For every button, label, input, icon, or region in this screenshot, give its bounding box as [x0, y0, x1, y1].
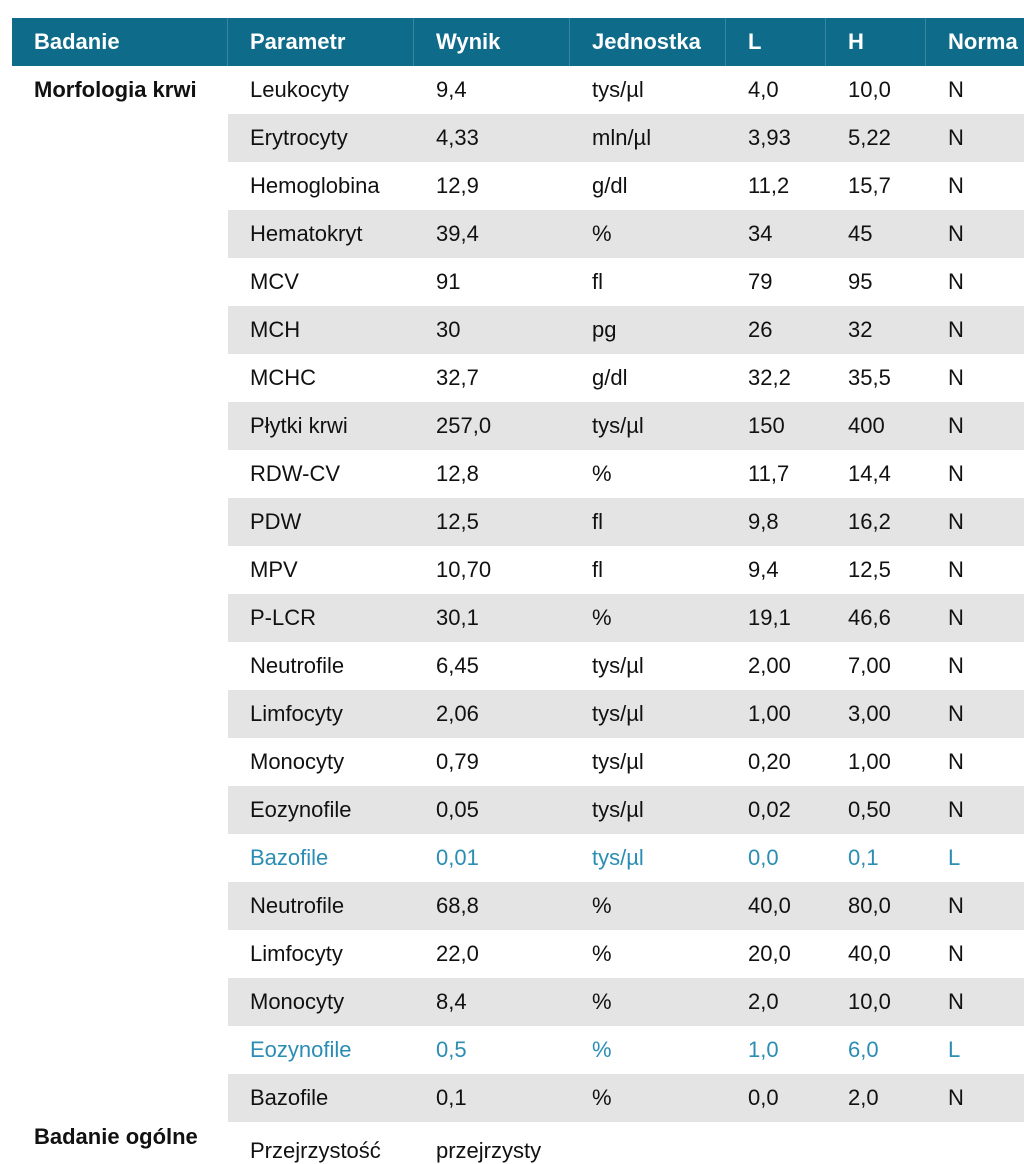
high-cell: 1,00	[848, 749, 891, 774]
value-cell: 91	[436, 269, 461, 294]
unit-cell: %	[570, 882, 726, 930]
partial-value: przejrzysty	[436, 1138, 542, 1163]
low-cell: 1,00	[726, 690, 826, 738]
next-section-partial	[12, 1116, 1024, 1163]
param-cell: Eozynofile	[250, 1037, 352, 1062]
low-cell: 2,0	[726, 978, 826, 1026]
param-cell: P-LCR	[228, 594, 414, 642]
group-cell	[12, 1074, 228, 1122]
high-cell: 15,7	[848, 173, 891, 198]
value-cell: 22,0	[436, 941, 479, 966]
value-cell: 8,4	[414, 978, 570, 1026]
table-header	[12, 18, 1024, 66]
value-cell: 39,4	[414, 210, 570, 258]
table-row	[12, 450, 1024, 498]
param-cell: Hemoglobina	[250, 173, 380, 198]
value-cell: 30	[414, 306, 570, 354]
param-cell: MCV	[250, 269, 299, 294]
norm-cell: N	[948, 77, 964, 102]
param-cell: Limfocyty	[228, 690, 414, 738]
param-cell: MCHC	[250, 365, 316, 390]
high-cell: 40,0	[848, 941, 891, 966]
unit-cell: tys/µl	[592, 653, 644, 678]
group-cell	[12, 786, 228, 834]
norm-cell: N	[926, 690, 1024, 738]
value-cell: 9,4	[436, 77, 467, 102]
table-row	[12, 498, 1024, 546]
param-cell: Erytrocyty	[228, 114, 414, 162]
high-cell: 7,00	[848, 653, 891, 678]
high-cell: 5,22	[826, 114, 926, 162]
value-cell: 6,45	[436, 653, 479, 678]
low-cell: 0,02	[726, 786, 826, 834]
group-cell	[12, 498, 228, 546]
low-cell: 4,0	[748, 77, 779, 102]
low-cell: 19,1	[726, 594, 826, 642]
group-cell	[12, 738, 228, 786]
param-cell: Hematokryt	[228, 210, 414, 258]
low-cell: 150	[726, 402, 826, 450]
norm-cell: N	[926, 594, 1024, 642]
unit-cell: %	[592, 1037, 612, 1062]
group-cell	[12, 354, 228, 402]
table-row	[12, 162, 1024, 210]
table-row	[12, 834, 1024, 882]
norm-cell: N	[926, 978, 1024, 1026]
group-cell	[12, 930, 228, 978]
param-cell: Neutrofile	[250, 653, 345, 678]
norm-cell: L	[948, 1037, 961, 1062]
low-cell: 79	[748, 269, 773, 294]
high-cell: 400	[826, 402, 926, 450]
table-row	[12, 210, 1024, 258]
high-cell: 12,5	[848, 557, 891, 582]
high-cell: 32	[826, 306, 926, 354]
low-cell: 9,4	[748, 557, 779, 582]
table-body	[12, 66, 1024, 1122]
norm-cell: N	[926, 882, 1024, 930]
unit-cell: g/dl	[592, 365, 628, 390]
group-cell	[12, 882, 228, 930]
table-row	[12, 882, 1024, 930]
param-cell: Monocyty	[250, 749, 345, 774]
param-cell: Bazofile	[250, 845, 329, 870]
low-cell: 32,2	[748, 365, 791, 390]
value-cell: 10,70	[436, 557, 492, 582]
results-table	[12, 18, 1024, 1122]
table-row	[12, 114, 1024, 162]
unit-cell: tys/µl	[570, 690, 726, 738]
norm-cell: N	[948, 173, 964, 198]
group-cell	[12, 402, 228, 450]
table-row	[12, 786, 1024, 834]
unit-cell: g/dl	[592, 173, 628, 198]
low-cell: 11,2	[748, 173, 790, 198]
high-cell: 35,5	[848, 365, 891, 390]
value-cell: 0,5	[436, 1037, 467, 1062]
group-cell	[12, 978, 228, 1026]
high-cell: 3,00	[826, 690, 926, 738]
unit-cell: tys/µl	[592, 845, 644, 870]
header-wynik: Wynik	[414, 18, 570, 66]
norm-cell: N	[948, 749, 964, 774]
table-row	[12, 1026, 1024, 1074]
low-cell: 1,0	[748, 1037, 779, 1062]
param-cell: MCH	[228, 306, 414, 354]
norm-cell: N	[948, 653, 964, 678]
low-cell: 0,20	[748, 749, 791, 774]
high-cell: 6,0	[848, 1037, 879, 1062]
norm-cell: N	[948, 557, 964, 582]
value-cell: 0,1	[414, 1074, 570, 1122]
value-cell: 12,5	[414, 498, 570, 546]
low-cell: 3,93	[726, 114, 826, 162]
unit-cell: tys/µl	[592, 77, 644, 102]
group-cell	[12, 114, 228, 162]
low-cell: 11,7	[748, 461, 790, 486]
table-row	[12, 354, 1024, 402]
low-cell: 40,0	[726, 882, 826, 930]
table-row	[12, 690, 1024, 738]
unit-cell: tys/µl	[570, 402, 726, 450]
header-badanie: Badanie	[12, 18, 228, 66]
param-cell: MPV	[250, 557, 298, 582]
norm-cell: N	[926, 306, 1024, 354]
high-cell: 14,4	[848, 461, 891, 486]
unit-cell: fl	[592, 557, 603, 582]
group-cell	[12, 642, 228, 690]
header-parametr: Parametr	[228, 18, 414, 66]
unit-cell: tys/µl	[570, 786, 726, 834]
value-cell: 0,79	[436, 749, 479, 774]
high-cell: 10,0	[826, 978, 926, 1026]
high-cell: 2,0	[826, 1074, 926, 1122]
unit-cell: mln/µl	[570, 114, 726, 162]
group-cell	[12, 258, 228, 306]
norm-cell: N	[926, 114, 1024, 162]
group-cell	[12, 834, 228, 882]
unit-cell: %	[570, 1074, 726, 1122]
group-cell: Morfologia krwi	[12, 66, 228, 114]
high-cell: 0,50	[826, 786, 926, 834]
param-cell: Płytki krwi	[228, 402, 414, 450]
table-row	[12, 546, 1024, 594]
unit-cell: %	[570, 210, 726, 258]
header-low: L	[726, 18, 826, 66]
low-cell: 20,0	[748, 941, 791, 966]
unit-cell: %	[570, 594, 726, 642]
norm-cell: N	[948, 941, 964, 966]
norm-cell: N	[926, 498, 1024, 546]
table-row	[12, 930, 1024, 978]
value-cell: 30,1	[414, 594, 570, 642]
param-cell: Neutrofile	[228, 882, 414, 930]
low-cell: 9,8	[726, 498, 826, 546]
high-cell: 80,0	[826, 882, 926, 930]
header-jednostka: Jednostka	[570, 18, 726, 66]
high-cell: 95	[848, 269, 873, 294]
table-row	[12, 306, 1024, 354]
header-norma: Norma	[948, 29, 1018, 54]
param-cell: Bazofile	[228, 1074, 414, 1122]
group-cell	[12, 594, 228, 642]
value-cell: 12,9	[436, 173, 479, 198]
norm-cell: L	[948, 845, 961, 870]
low-cell: 34	[726, 210, 826, 258]
table-row	[12, 738, 1024, 786]
param-cell: RDW-CV	[250, 461, 341, 486]
norm-cell: N	[926, 402, 1024, 450]
high-cell: 45	[826, 210, 926, 258]
unit-cell: %	[570, 978, 726, 1026]
group-cell	[12, 690, 228, 738]
group-cell	[12, 450, 228, 498]
param-cell: PDW	[228, 498, 414, 546]
low-cell: 26	[726, 306, 826, 354]
param-cell: Leukocyty	[250, 77, 350, 102]
param-cell: Eozynofile	[228, 786, 414, 834]
value-cell: 12,8	[436, 461, 479, 486]
low-cell: 2,00	[748, 653, 791, 678]
header-high: H	[826, 18, 926, 66]
value-cell: 2,06	[414, 690, 570, 738]
param-cell: Limfocyty	[250, 941, 343, 966]
high-cell: 46,6	[826, 594, 926, 642]
table-row	[12, 642, 1024, 690]
value-cell: 32,7	[436, 365, 479, 390]
unit-cell: %	[592, 941, 612, 966]
norm-cell: N	[948, 269, 964, 294]
value-cell: 257,0	[414, 402, 570, 450]
table-row	[12, 258, 1024, 306]
unit-cell: tys/µl	[592, 749, 644, 774]
value-cell: 68,8	[414, 882, 570, 930]
table-row	[12, 978, 1024, 1026]
param-cell: Monocyty	[228, 978, 414, 1026]
group-cell	[12, 1026, 228, 1074]
norm-cell: N	[926, 1074, 1024, 1122]
unit-cell: %	[592, 461, 612, 486]
group-cell	[12, 306, 228, 354]
group-cell	[12, 546, 228, 594]
high-cell: 16,2	[826, 498, 926, 546]
partial-param: Przejrzystość	[250, 1138, 381, 1163]
unit-cell: fl	[570, 498, 726, 546]
table-row	[12, 1074, 1024, 1122]
value-cell: 0,05	[414, 786, 570, 834]
norm-cell: N	[926, 210, 1024, 258]
group-label-badanie-ogolne: Badanie ogólne	[34, 1124, 198, 1149]
table-row	[12, 402, 1024, 450]
low-cell: 0,0	[726, 1074, 826, 1122]
unit-cell: fl	[592, 269, 603, 294]
low-cell: 0,0	[748, 845, 779, 870]
norm-cell: N	[926, 786, 1024, 834]
value-cell: 0,01	[436, 845, 479, 870]
norm-cell: N	[948, 365, 964, 390]
high-cell: 0,1	[848, 845, 879, 870]
norm-cell: N	[948, 461, 964, 486]
value-cell: 4,33	[414, 114, 570, 162]
group-cell	[12, 210, 228, 258]
table-row	[12, 66, 1024, 114]
high-cell: 10,0	[848, 77, 891, 102]
unit-cell: pg	[570, 306, 726, 354]
group-cell	[12, 162, 228, 210]
table-row	[12, 594, 1024, 642]
